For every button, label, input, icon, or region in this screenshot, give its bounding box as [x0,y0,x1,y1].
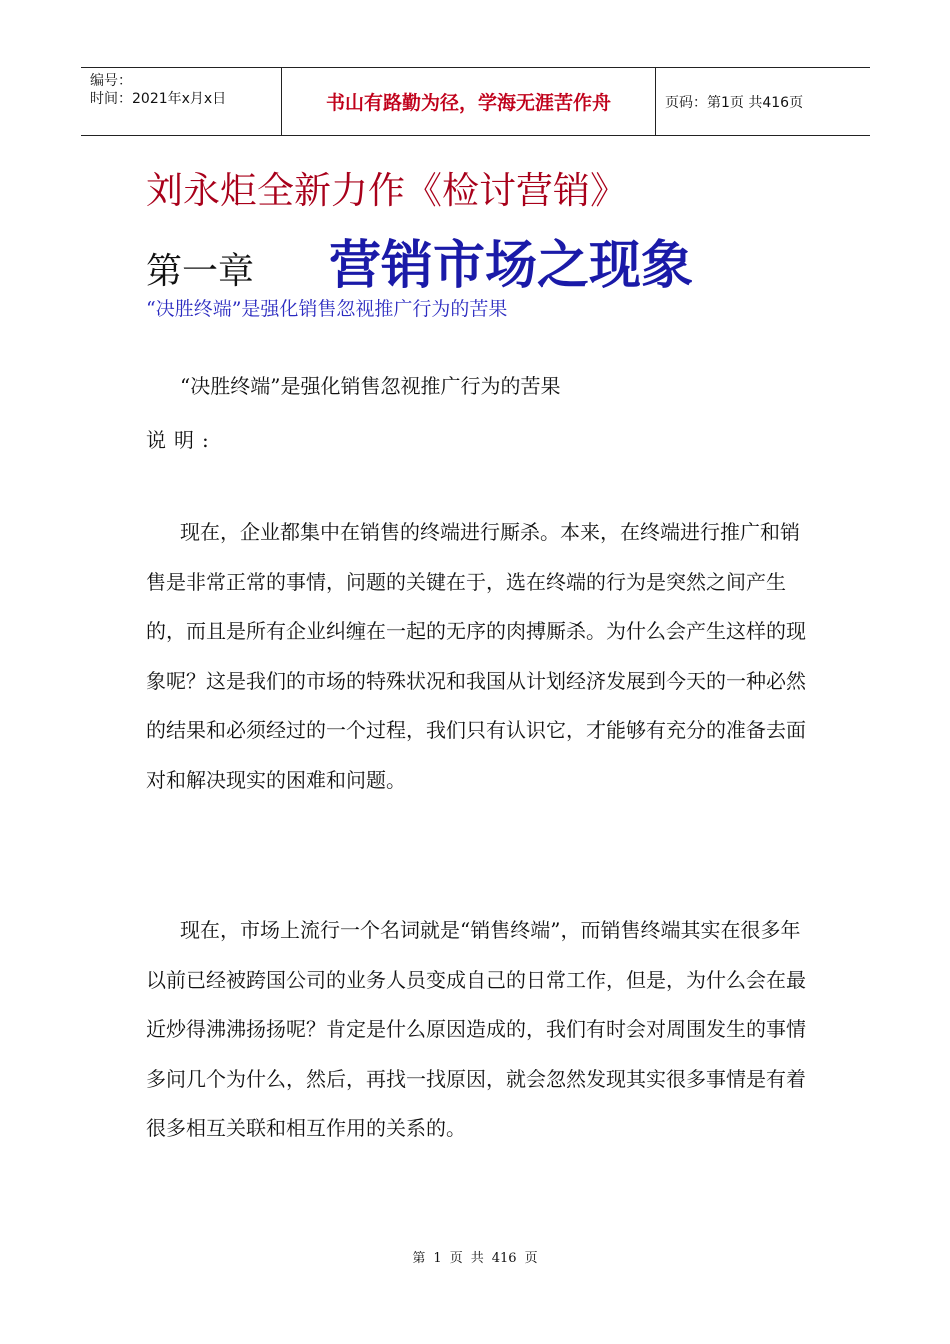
paragraph-text: 现在，企业都集中在销售的终端进行厮杀。本来，在终端进行推广和销售是非常正常的事情，问题的关键在于，选在终端的行为是突然之间产生的，而且是所有企业纠缠在一起的无序的肉搏厮杀。为什么会产生这样的现象呢？这是我们的市场的特殊状况和我国从计划经济发展到今天的一种必然的结果和必须经过的一个过程，我们只有认识它，才能够有充分的准备去面对和解决现实的困难和问题。 [146,520,806,792]
document-number-label: 编号： [90,73,132,89]
header-motto: 书山有路勤为径，学海无涯苦作舟 [282,68,656,135]
paragraph-text: 现在，市场上流行一个名词就是“销售终端”，而销售终端其实在很多年以前已经被跨国公司的业务人员变成自己的日常工作，但是，为什么会在最近炒得沸沸扬扬呢？肯定是什么原因造成的，我们有时会对周围发生的事情多问几个为什么，然后，再找一找原因，就会忽然发现其实很多事情是有着很多相互关联和相互作用的关系的。 [146,918,806,1140]
document-date: 时间：2021年x月x日 [90,91,227,107]
footer-total-label: 共 [470,1251,484,1266]
chapter-number: 第一章 [146,251,255,292]
chapter-subtitle: “决胜终端”是强化销售忽视推广行为的苦果 [146,298,508,320]
page-header [81,67,870,136]
footer-total-pages: 416 [491,1251,517,1266]
footer-page-number: 1 [433,1251,442,1266]
section-heading: “决胜终端”是强化销售忽视推广行为的苦果 [180,374,561,398]
footer-page-label: 第 [412,1251,426,1266]
description-label: 说明: [146,428,217,452]
page-footer [0,1247,950,1266]
chapter-heading [146,223,693,298]
chapter-name: 营销市场之现象 [329,236,694,296]
footer-page-unit: 页 [449,1251,463,1266]
paragraph-1 [146,508,810,805]
footer-total-unit: 页 [524,1251,538,1266]
document-title: 刘永炬全新力作《检讨营销》 [146,169,627,212]
header-page-info: 页码：第1页 共416页 [665,94,804,111]
paragraph-2 [146,906,810,1154]
header-meta-cell [81,68,282,135]
